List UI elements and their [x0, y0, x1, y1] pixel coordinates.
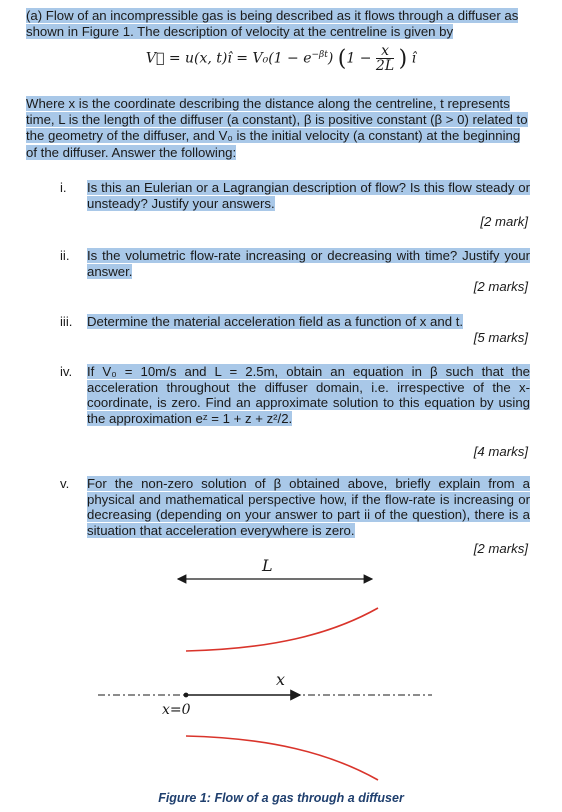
- question-3-marks: [5 marks]: [473, 330, 528, 345]
- intro-text: (a) Flow of an incompressible gas is being described as it flows through a diffuser as shown in Figure 1. The description of velocity at the centreline is given by: [26, 8, 519, 40]
- question-4-text: If V₀ = 10m/s and L = 2.5m, obtain an equation in β such that the acceleration throughout the diffuser domain, i.e. irrespective of the x-coordinate, is zero. Find an approximate solution to this equation by using the approximation eᶻ = 1 + z + z²/2.: [87, 364, 530, 426]
- question-3-number: iii.: [60, 314, 73, 329]
- question-5-number: v.: [60, 476, 70, 491]
- question-5-text: For the non-zero solution of β obtained above, briefly explain from a physical and mathematical perspective how, if the flow-rate is increasing or decreasing (depending on your answer to part ii of the question), there is a situation that acceleration everywhere is zero.: [87, 476, 530, 538]
- velocity-equation: V⃗ = u(x, t)î = $V_0(1 - e^{-\beta t})$ (1 − $\frac{x}{2L}$ ) î: [145, 43, 417, 74]
- question-2-number: ii.: [60, 248, 70, 263]
- question-2-marks: [2 marks]: [473, 279, 528, 294]
- origin-label: x=0: [162, 702, 191, 718]
- where-text: Where x is the coordinate describing the distance along the centreline, t represents time, L is the length of the diffuser (a constant), β is positive constant (β > 0) related to the geometry of the diffuser, and V₀ is the initial velocity (a constant) at the beginning of the diffuser. Answer the following:: [26, 96, 528, 160]
- question-5-marks: [2 marks]: [473, 541, 528, 556]
- question-1-number: i.: [60, 180, 67, 195]
- question-2-text: Is the volumetric flow-rate increasing or decreasing with time? Justify your answer.: [87, 248, 530, 279]
- length-label: L: [262, 556, 273, 575]
- question-4-number: iv.: [60, 364, 73, 379]
- origin-dot: [184, 693, 189, 698]
- x-axis-label: x: [276, 670, 286, 689]
- figure-caption: Figure 1: Flow of a gas through a diffuser: [158, 791, 404, 805]
- upper-diffuser-wall: [186, 608, 378, 651]
- lower-diffuser-wall: [186, 736, 378, 780]
- question-1-text: Is this an Eulerian or a Lagrangian description of flow? Is this flow steady or unsteady? Justify your answers.: [87, 180, 530, 211]
- question-3-text: Determine the material acceleration field as a function of x and t.: [87, 314, 464, 329]
- question-4-marks: [4 marks]: [473, 444, 528, 459]
- question-1-marks: [2 mark]: [480, 214, 528, 229]
